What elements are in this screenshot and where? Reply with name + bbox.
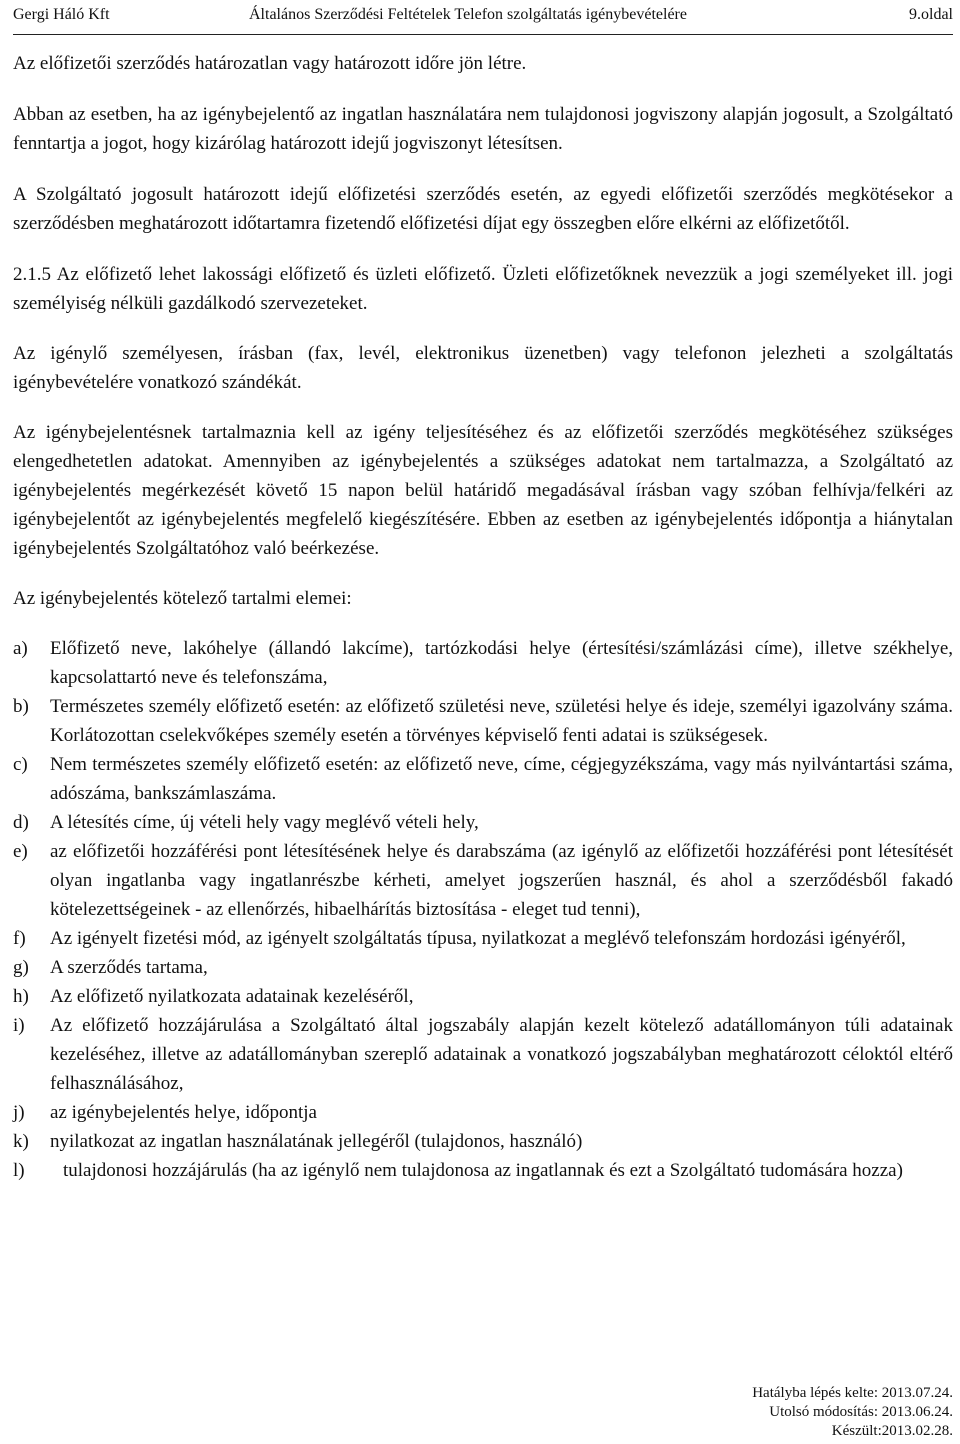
list-item: [13, 750, 953, 808]
list-item-text: az igénybejelentés helye, időpontja: [50, 1102, 317, 1123]
list-item-label: h): [13, 986, 29, 1007]
list-item: [13, 1011, 953, 1098]
list-item-text: Az előfizető nyilatkozata adatainak kezeléséről,: [50, 986, 414, 1007]
list-item-label: j): [13, 1102, 25, 1123]
document-body: [13, 49, 953, 1185]
list-item: [13, 808, 953, 837]
paragraph: Az igénylő személyesen, írásban (fax, levél, elektronikus üzenetben) vagy telefonon jelezheti a szolgáltatás igénybevételére vonatkozó szándékát.: [13, 343, 953, 393]
list-item-text: Természetes személy előfizető esetén: az előfizető születési neve, születési helye és ideje, személyi igazolvány száma. Korlátozottan cselekvőképes személy esetén a törvényes képviselő fenti adatai is szükségesek.: [50, 696, 953, 746]
list-item-label: k): [13, 1131, 29, 1152]
list-item: [13, 982, 953, 1011]
page-header: [13, 0, 953, 35]
list-item-text: A létesítés címe, új vételi hely vagy meglévő vételi hely,: [50, 812, 479, 833]
list-item-label: e): [13, 841, 28, 862]
list-item-label: g): [13, 957, 29, 978]
paragraph: A Szolgáltató jogosult határozott idejű előfizetési szerződés esetén, az egyedi előfizetői szerződés megkötésekor a szerződésben meghatározott időtartamra fizetendő előfizetési díjat egy összegben előre elkérni az előfizetőtől.: [13, 184, 953, 234]
list-item: [13, 634, 953, 692]
list-item-text: Az igényelt fizetési mód, az igényelt szolgáltatás típusa, nyilatkozat a meglévő telefonszám hordozási igényéről,: [50, 928, 906, 949]
list-item: [13, 953, 953, 982]
paragraph: Az előfizetői szerződés határozatlan vagy határozott időre jön létre.: [13, 53, 527, 74]
list-item: [13, 1156, 953, 1185]
paragraph: Az igénybejelentésnek tartalmaznia kell az igény teljesítéséhez és az előfizetői szerződés megkötéséhez szükséges elengedhetetlen adatokat. Amennyiben az igénybejelentés a szükséges adatokat nem tartalmazza, a Szolgáltató az igénybejelentés megérkezését követő 15 napon belül határidő megadásával írásban vagy szóban felhívja/felkéri az igénybejelentőt az igénybejelentés megfelelő kiegészítésére. Ebben az esetben az igénybejelentés időpontja a hiánytalan igénybejelentés Szolgáltatóhoz való beérkezése.: [13, 422, 953, 559]
effective-date: Hatályba lépés kelte: 2013.07.24.: [752, 1385, 953, 1401]
list-intro: Az igénybejelentés kötelező tartalmi elemei:: [13, 588, 352, 609]
list-item-text: Nem természetes személy előfizető esetén: az előfizető neve, címe, cégjegyzékszáma, vagy más nyilvántartási száma, adószáma, bankszámlaszáma.: [50, 754, 953, 804]
list-item-text: Előfizető neve, lakóhelye (állandó lakcíme), tartózkodási helye (értesítési/számlázási címe), illetve székhelye, kapcsolattartó neve és telefonszáma,: [50, 638, 953, 688]
list-item-label: l): [13, 1160, 25, 1181]
list-item: [13, 1098, 953, 1127]
list-item-text: az előfizetői hozzáférési pont létesítésének helye és darabszáma (az igénylő az előfizetői hozzáférési pont létesítését olyan ingatlanba vagy ingatlanrészbe kérheti, amelyet jogszerűen használ, és ahol a szerződésből fakadó kötelezettségeinek - az ellenőrzés, hibaelhárítás biztosítása - eleget tud tenni),: [50, 841, 953, 920]
list-item-text: nyilatkozat az ingatlan használatának jellegéről (tulajdonos, használó): [50, 1131, 583, 1152]
list-item-label: i): [13, 1015, 25, 1036]
paragraph: 2.1.5 Az előfizető lehet lakossági előfizető és üzleti előfizető. Üzleti előfizetőknek nevezzük a jogi személyeket ill. jogi személyiség nélküli gazdálkodó szervezeteket.: [13, 264, 953, 314]
required-elements-list: [13, 634, 953, 1185]
list-item-label: f): [13, 928, 26, 949]
list-item-text: A szerződés tartama,: [50, 957, 208, 978]
created-date: Készült:2013.02.28.: [831, 1423, 953, 1439]
list-item: [13, 837, 953, 924]
header-page-number: 9.oldal: [909, 6, 953, 23]
list-item-label: b): [13, 696, 29, 717]
list-item: [13, 1127, 953, 1156]
header-doc-title: Általános Szerződési Feltételek Telefon szolgáltatás igénybevételére: [249, 6, 687, 23]
list-item-label: d): [13, 812, 29, 833]
list-item: [13, 692, 953, 750]
page-footer: [752, 1384, 953, 1441]
list-item: [13, 924, 953, 953]
list-item-label: c): [13, 754, 28, 775]
list-item-text: Az előfizető hozzájárulása a Szolgáltató által jogszabály alapján kezelt kötelező adatállományon túli adatainak kezeléséhez, illetve az adatállományban szereplő adatainak a vonatkozó jogszabályban meghatározott céloktól eltérő felhasználásához,: [50, 1015, 953, 1094]
last-modified-date: Utolsó módosítás: 2013.06.24.: [769, 1404, 953, 1420]
list-item-label: a): [13, 638, 28, 659]
paragraph: Abban az esetben, ha az igénybejelentő az ingatlan használatára nem tulajdonosi jogviszony alapján jogosult, a Szolgáltató fenntartja a jogot, hogy kizárólag határozott idejű jogviszonyt létesítsen.: [13, 104, 953, 154]
list-item-text: tulajdonosi hozzájárulás (ha az igénylő nem tulajdonosa az ingatlannak és ezt a Szolgáltató tudomására hozza): [63, 1160, 903, 1181]
header-company: Gergi Háló Kft: [13, 6, 110, 23]
